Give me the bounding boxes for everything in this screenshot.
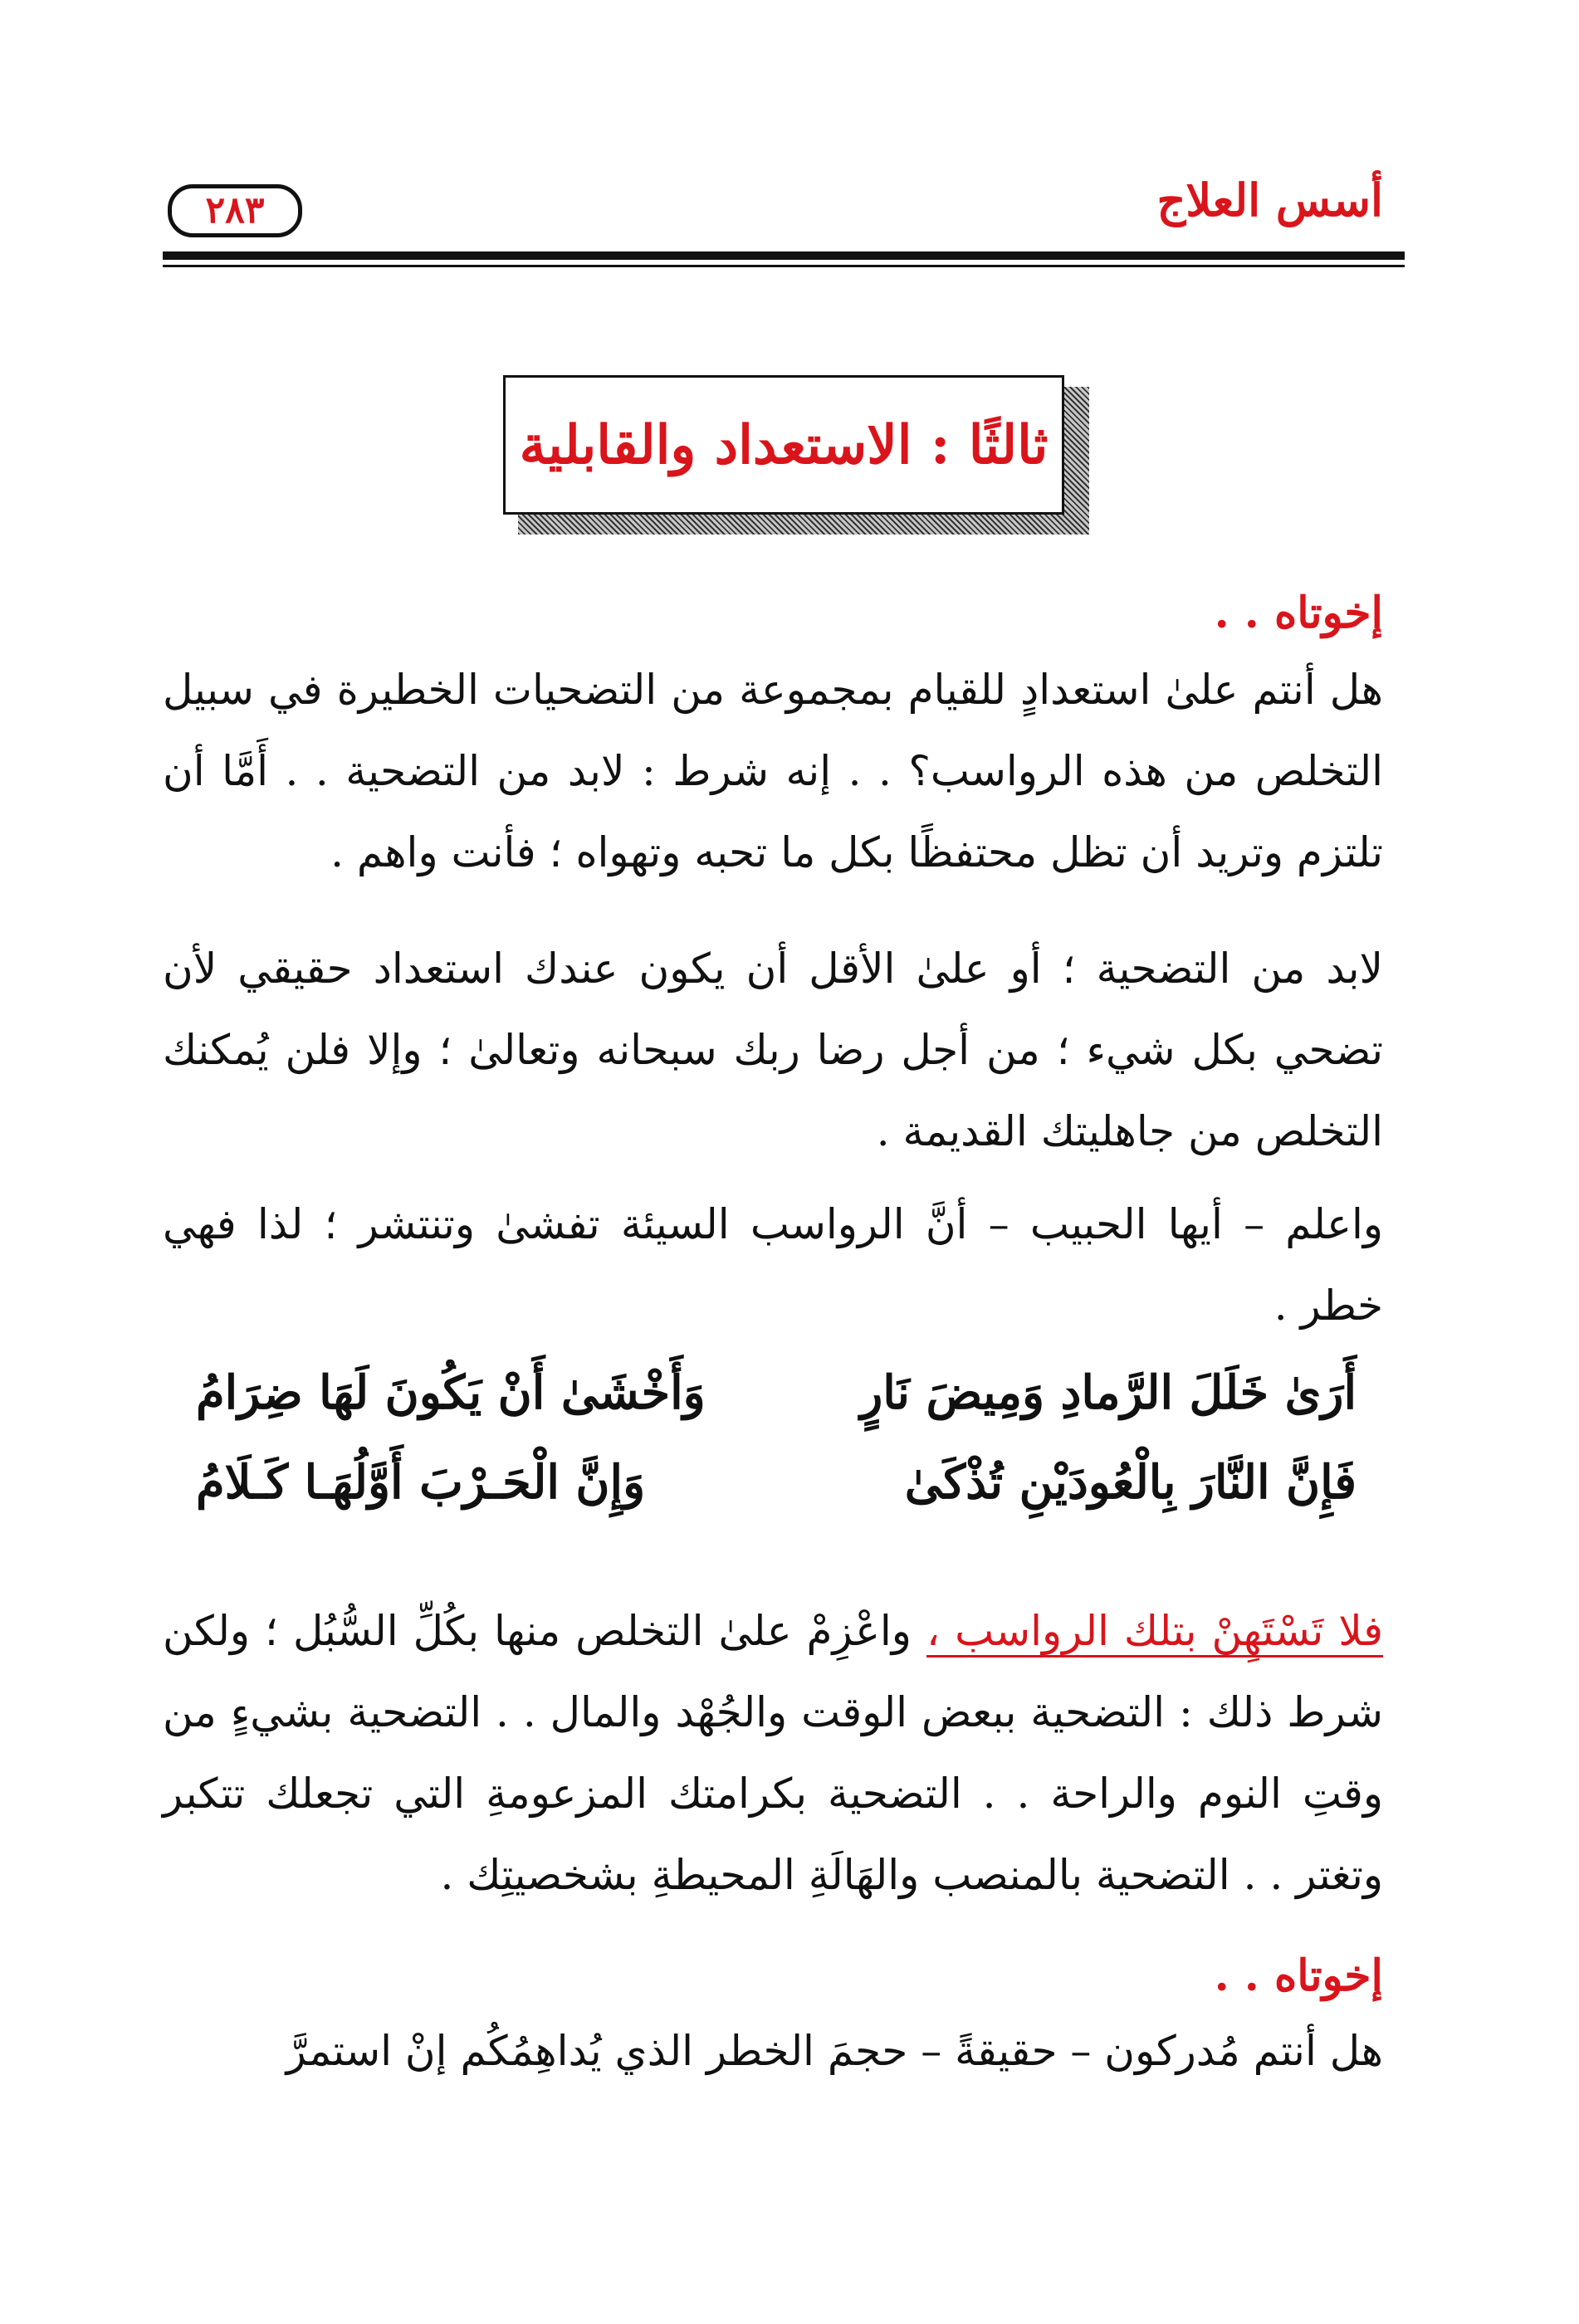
header-rule-thick bbox=[163, 251, 1405, 260]
section-title: ثالثًا : الاستعداد والقابلية bbox=[519, 413, 1049, 476]
paragraph-5: هل أنتم مُدركون – حقيقةً – حجمَ الخطر الذي يُداهِمُكُم إنْ استمرَّ bbox=[286, 2027, 1383, 2075]
subheading-ikhwatah-1: إخوتاه . . bbox=[1214, 588, 1383, 638]
poem-verse-1-first-hemistich: أَرَىٰ خَلَلَ الرَّمادِ وَمِيضَ نَارٍ bbox=[860, 1365, 1357, 1420]
highlighted-warning-phrase: فلا تَسْتَهِنْ بتلك الرواسب ، bbox=[926, 1607, 1383, 1655]
paragraph-4-body: واعْزِمْ علىٰ التخلص منها بكُلِّ السُّبُل ؛ ولكن شرط ذلك : التضحية ببعض الوقت والجُهْد والمال . . التضحية بشيءٍ من وقتِ النوم والراحة . . التضحية بكرامتك المزعومةِ التي تجعلك تتكبر وتغتر . . التضحية بالمنصب والهَالَةِ المحيطةِ بشخصيتِك . bbox=[163, 1607, 1383, 1899]
poem-verse-1-second-hemistich: وَأَخْشَىٰ أَنْ يَكُونَ لَهَا ضِرَامُ bbox=[196, 1365, 706, 1420]
poem-verse-2 bbox=[196, 1457, 1357, 1547]
subheading-ikhwatah-2: إخوتاه . . bbox=[1214, 1950, 1383, 2001]
section-box-frame bbox=[503, 375, 1064, 515]
header-rule-thin bbox=[163, 265, 1405, 267]
paragraph-2: لابد من التضحية ؛ أو علىٰ الأقل أن يكون عندك استعداد حقيقي لأن تضحي بكل شيء ؛ من أجل رضا ربك سبحانه وتعالىٰ ؛ وإلا فلن يُمكنك التخلص من جاهليتك القديمة . bbox=[163, 945, 1383, 1155]
page-number-badge: ٢٨٣ bbox=[168, 184, 302, 237]
header-title: أسس العلاج bbox=[1156, 173, 1383, 227]
poem-verses bbox=[196, 1365, 1357, 1547]
paragraph-1: هل أنتم علىٰ استعدادٍ للقيام بمجموعة من التضحيات الخطيرة في سبيل التخلص من هذه الرواسب؟ . . إنه شرط : لابد من التضحية . . أَمَّا أن تلتزم وتريد أن تظل محتفظًا بكل ما تحبه وتهواه ؛ فأنت واهم . bbox=[163, 666, 1383, 876]
poem-verse-1 bbox=[196, 1365, 1357, 1457]
poem-verse-2-second-hemistich: وَإِنَّ الْحَـرْبَ أَوَّلُهَـا كَـلَامُ bbox=[196, 1455, 646, 1510]
poem-verse-2-first-hemistich: فَإِنَّ النَّارَ بِالْعُودَيْنِ تُذْكَىٰ bbox=[904, 1455, 1357, 1510]
paragraph-3: واعلم – أيها الحبيب – أنَّ الرواسب السيئة تفشىٰ وتنتشر ؛ لذا فهي خطر . bbox=[163, 1200, 1383, 1330]
paragraph-4 bbox=[163, 1590, 1383, 1916]
